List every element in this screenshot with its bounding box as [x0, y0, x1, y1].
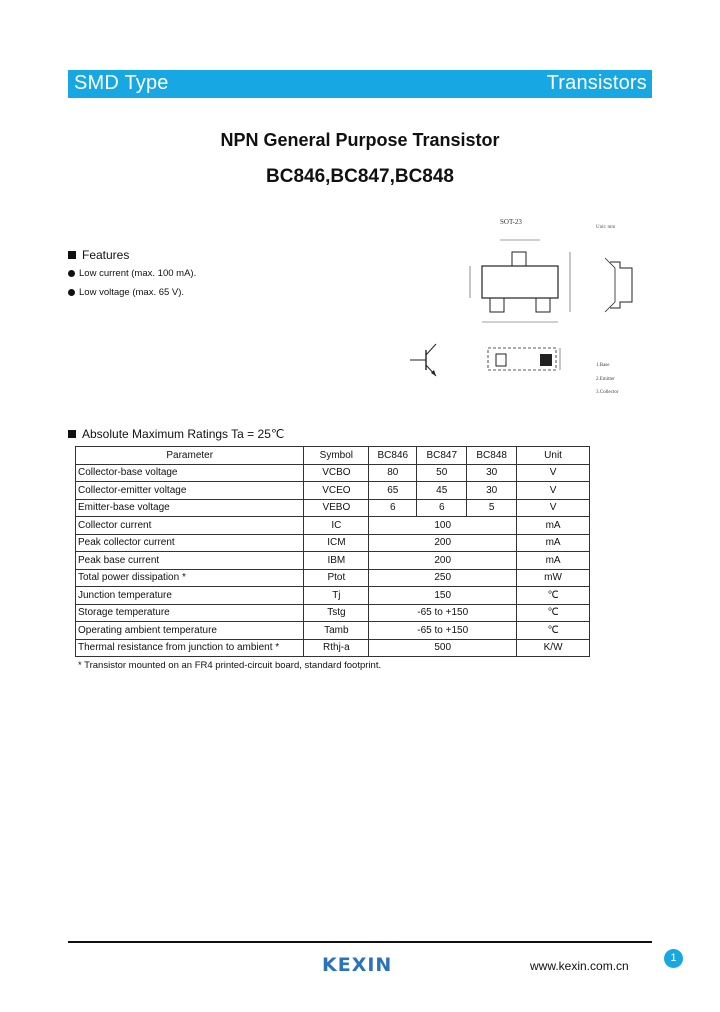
table-row: [76, 534, 590, 552]
symbol-cell: ICM: [304, 534, 369, 552]
value-cell: 100: [369, 517, 517, 535]
website-link[interactable]: www.kexin.com.cn: [530, 959, 629, 973]
value-cell: 30: [467, 464, 517, 482]
pin-label: 3.Collector: [596, 390, 619, 395]
package-body-top-view: [482, 266, 558, 298]
category-label: SMD Type: [74, 72, 169, 94]
parameter-cell: Operating ambient temperature: [76, 622, 304, 640]
header-banner: [68, 70, 652, 98]
unit-cell: mA: [517, 552, 590, 570]
table-row: [76, 482, 590, 500]
unit-cell: ℃: [517, 604, 590, 622]
feature-item: Low current (max. 100 mA).: [68, 268, 196, 279]
symbol-cell: Tamb: [304, 622, 369, 640]
value-cell: 80: [369, 464, 417, 482]
unit-cell: V: [517, 482, 590, 500]
value-cell: 65: [369, 482, 417, 500]
table-row: [76, 569, 590, 587]
document-title: NPN General Purpose Transistor: [220, 130, 500, 150]
table-row: [76, 499, 590, 517]
unit-cell: K/W: [517, 639, 590, 657]
bullet-dot-icon: [68, 270, 75, 277]
pin-1-pad: [490, 298, 504, 312]
column-header: Unit: [517, 447, 590, 465]
column-header: BC846: [369, 447, 417, 465]
absolute-maximum-ratings-table: [75, 446, 590, 657]
column-header: BC848: [467, 447, 517, 465]
table-row: [76, 464, 590, 482]
table-row: [76, 517, 590, 535]
value-cell: 200: [369, 534, 517, 552]
parameter-cell: Collector current: [76, 517, 304, 535]
symbol-cell: IC: [304, 517, 369, 535]
symbol-cell: IBM: [304, 552, 369, 570]
unit-cell: mW: [517, 569, 590, 587]
pin-label: 1.Base: [596, 363, 610, 368]
unit-cell: V: [517, 499, 590, 517]
parameter-cell: Emitter-base voltage: [76, 499, 304, 517]
product-type-label: Transistors: [546, 72, 647, 94]
table-row: [76, 604, 590, 622]
value-cell: 500: [369, 639, 517, 657]
square-bullet-icon: [68, 430, 76, 438]
footer-divider: [68, 941, 652, 943]
symbol-cell: Tj: [304, 587, 369, 605]
symbol-cell: VCEO: [304, 482, 369, 500]
column-header: Parameter: [76, 447, 304, 465]
feature-item: Low voltage (max. 65 V).: [68, 287, 184, 298]
value-cell: -65 to +150: [369, 604, 517, 622]
symbol-cell: VEBO: [304, 499, 369, 517]
unit-cell: V: [517, 464, 590, 482]
package-outline-diagram: [400, 210, 650, 400]
package-name-label: SOT-23: [500, 218, 522, 226]
pin-2-pad: [536, 298, 550, 312]
symbol-cell: Tstg: [304, 604, 369, 622]
bullet-dot-icon: [68, 289, 75, 296]
value-cell: 200: [369, 552, 517, 570]
table-header-row: [76, 447, 590, 465]
parameter-cell: Total power dissipation *: [76, 569, 304, 587]
table-footnote: * Transistor mounted on an FR4 printed-circuit board, standard footprint.: [78, 660, 382, 671]
features-heading: Features: [68, 248, 129, 262]
table-row: [76, 639, 590, 657]
value-cell: 6: [369, 499, 417, 517]
unit-label: Unit: mm: [596, 225, 616, 230]
column-header: BC847: [417, 447, 467, 465]
value-cell: 50: [417, 464, 467, 482]
pin-3-pad: [512, 252, 526, 266]
parameter-cell: Peak base current: [76, 552, 304, 570]
parameter-cell: Collector-base voltage: [76, 464, 304, 482]
pin-label: 2.Emitter: [596, 377, 615, 382]
symbol-cell: Ptot: [304, 569, 369, 587]
value-cell: -65 to +150: [369, 622, 517, 640]
square-bullet-icon: [68, 251, 76, 259]
value-cell: 250: [369, 569, 517, 587]
table-row: [76, 552, 590, 570]
value-cell: 6: [417, 499, 467, 517]
unit-cell: ℃: [517, 587, 590, 605]
column-header: Symbol: [304, 447, 369, 465]
parameter-cell: Storage temperature: [76, 604, 304, 622]
company-logo: KEXIN: [322, 954, 393, 976]
value-cell: 30: [467, 482, 517, 500]
unit-cell: ℃: [517, 622, 590, 640]
table-row: [76, 587, 590, 605]
symbol-cell: VCBO: [304, 464, 369, 482]
unit-cell: mA: [517, 534, 590, 552]
parameter-cell: Peak collector current: [76, 534, 304, 552]
parameter-cell: Junction temperature: [76, 587, 304, 605]
value-cell: 150: [369, 587, 517, 605]
part-numbers: BC846,BC847,BC848: [266, 166, 454, 187]
ratings-heading: Absolute Maximum Ratings Ta = 25℃: [68, 427, 284, 441]
parameter-cell: Collector-emitter voltage: [76, 482, 304, 500]
value-cell: 45: [417, 482, 467, 500]
unit-cell: mA: [517, 517, 590, 535]
symbol-cell: Rthj-a: [304, 639, 369, 657]
value-cell: 5: [467, 499, 517, 517]
page-number-badge: 1: [664, 949, 683, 968]
parameter-cell: Thermal resistance from junction to ambient *: [76, 639, 304, 657]
table-row: [76, 622, 590, 640]
